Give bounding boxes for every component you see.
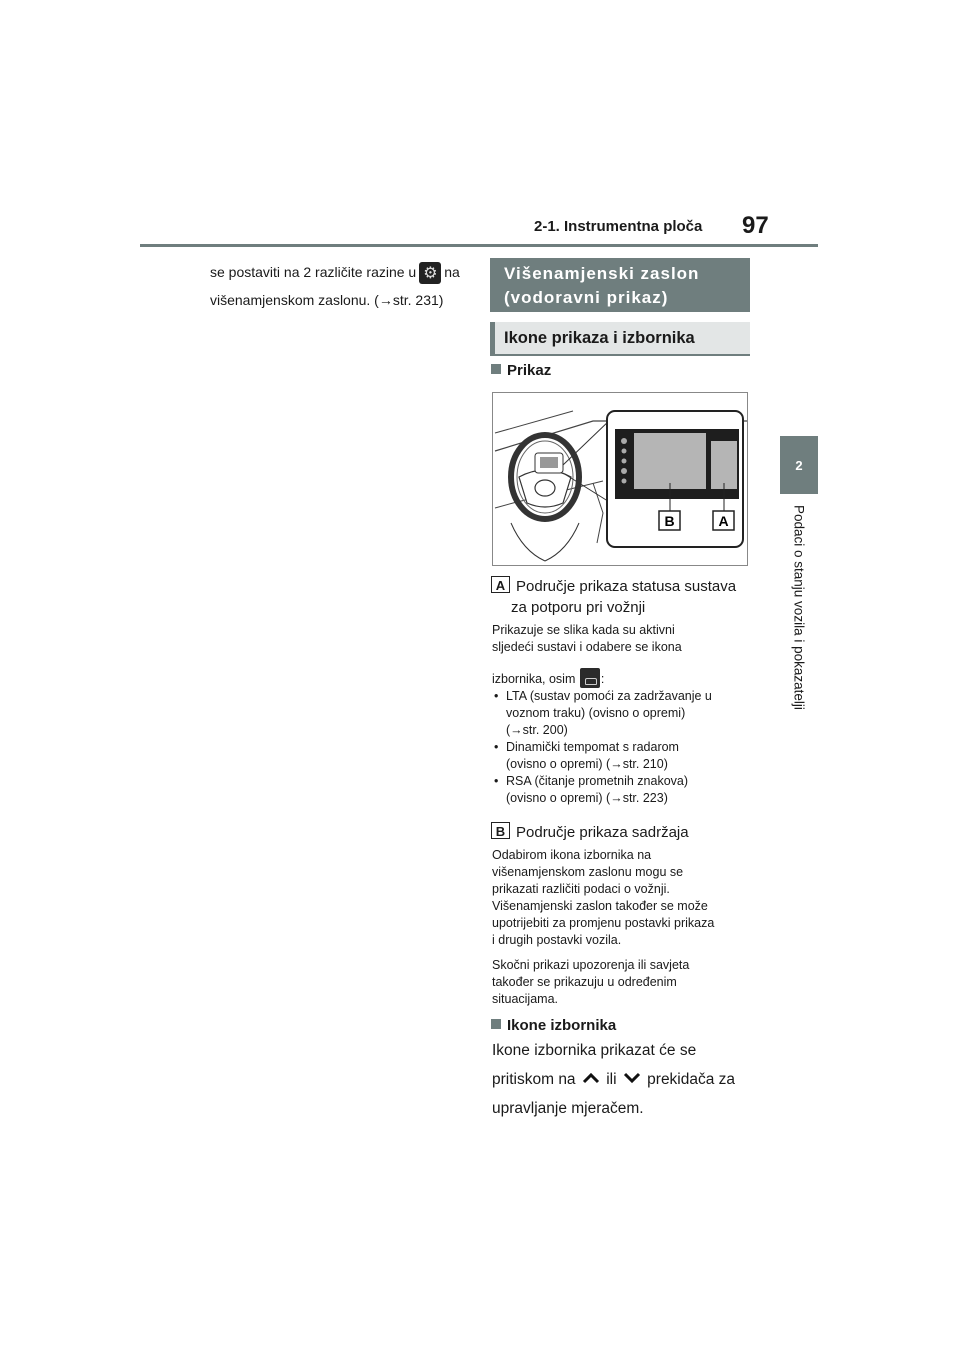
header-divider [140, 244, 818, 247]
chapter-title: Podaci o stanju vozila i pokazatelji [791, 505, 807, 710]
item-a-bullets [492, 688, 750, 807]
gear-icon [419, 262, 441, 284]
item-a-title: A Područje prikaza statusa sustava za potporu pri vožnji [491, 576, 751, 618]
dashboard-illustration [492, 392, 748, 566]
chapter-number: 2 [795, 457, 803, 473]
prikaz-heading: Prikaz [491, 362, 551, 379]
sub-heading: Ikone prikaza i izbornika [490, 322, 750, 356]
figure-label-b: B [664, 513, 675, 529]
chapter-tab[interactable] [780, 436, 818, 494]
main-heading: Višenamjenski zaslon (vodoravni prikaz) [490, 258, 750, 312]
label-b-badge: B [491, 822, 510, 839]
page-number: 97 [742, 212, 769, 239]
list-item: • LTA (sustav pomoći za zadržavanje u voznom traku) (ovisno o opremi) (→str. 200) [492, 688, 750, 739]
item-b-paragraph-2: Skočni prikazi upozorenja ili savjeta također se prikazuju u određenim situacijama. [492, 958, 690, 1006]
chevron-up-icon [580, 1065, 602, 1094]
list-item: • RSA (čitanje prometnih znakova) (ovisno o opremi) (→str. 223) [492, 773, 750, 807]
sub-heading-rule [490, 354, 750, 356]
section-title: 2-1. Instrumentna ploča [534, 218, 703, 235]
label-a-badge: A [491, 576, 510, 593]
driving-assist-icon [580, 668, 600, 688]
square-bullet-icon [491, 364, 501, 374]
item-b-title: B Područje prikaza sadržaja [491, 822, 751, 843]
figure-label-a: A [718, 513, 729, 529]
menu-icons-text: Ikone izbornika prikazat će se pritiskom na ili prekidača za upravljanje mjeračem. [492, 1042, 736, 1118]
item-b-paragraph-1: Odabirom ikona izbornika na višenamjenskom zaslonu mogu se prikazati različiti podaci o vožnji. Višenamjenski zaslon također se može upotrijebiti za promjenu postavki prikaza i drugih postavki vozila. [492, 848, 715, 947]
menu-icons-heading: Ikone izbornika [491, 1017, 616, 1034]
left-paragraph: se postaviti na 2 različite razine u⚙ na višenamjenskom zaslonu. (→str. 231) [210, 258, 470, 314]
square-bullet-icon [491, 1019, 501, 1029]
item-a-body: Prikazuje se slika kada su aktivni sljedeći sustavi i odabere se ikona izbornika, osim : [492, 623, 682, 686]
list-item: • Dinamički tempomat s radarom (ovisno o opremi) (→str. 210) [492, 739, 750, 773]
chevron-down-icon [621, 1065, 643, 1094]
